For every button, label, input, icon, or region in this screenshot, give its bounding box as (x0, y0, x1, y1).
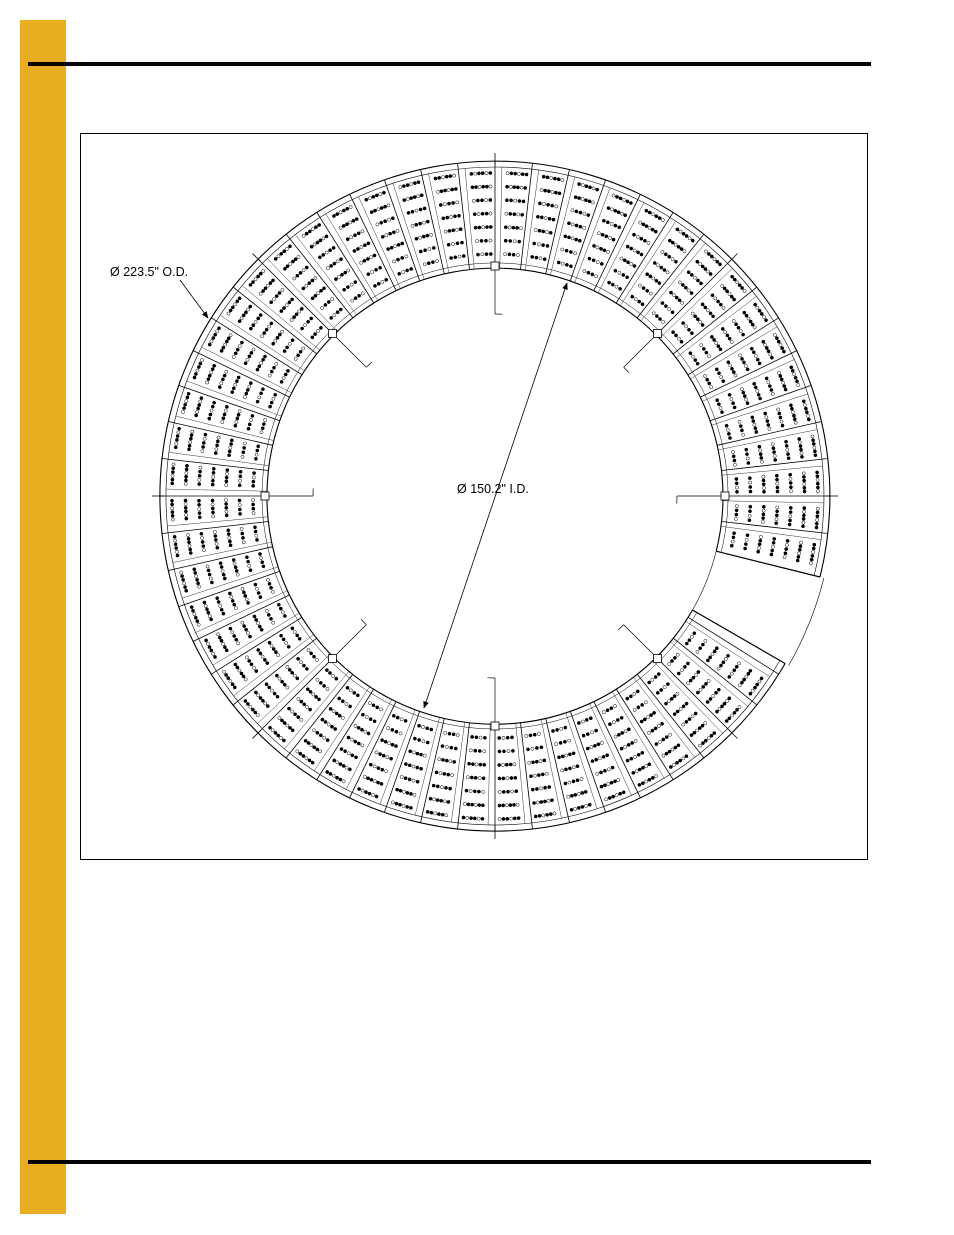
panel-flange (516, 723, 525, 824)
panel-flange (525, 170, 538, 270)
panel-seam (384, 180, 419, 281)
panel-flange (718, 430, 817, 450)
panel-seam (710, 385, 811, 420)
support-bracket (335, 625, 366, 656)
panel-flange (169, 452, 269, 465)
panel-flange (500, 167, 502, 268)
panel-flange (173, 542, 272, 562)
panel-seam (179, 385, 280, 420)
support-bracket-foot (366, 362, 372, 367)
panel-seam (656, 657, 732, 733)
support-bracket-foot (361, 619, 366, 625)
bracket-plate (328, 655, 336, 663)
door-opening-edge (693, 610, 786, 664)
od-dimension-label: Ø 223.5" O.D. (110, 265, 189, 279)
outer-gap-arc (789, 578, 824, 666)
panel-flange (488, 724, 490, 825)
support-bracket (335, 336, 366, 367)
panel-flange (295, 235, 356, 315)
panel-seam (570, 711, 605, 812)
panel-flange (346, 699, 392, 789)
bracket-plate (261, 492, 269, 500)
panel-flange (429, 174, 449, 273)
panel-flange (722, 466, 823, 475)
panel-flange (541, 719, 561, 818)
bracket-plate (491, 262, 499, 270)
panel-seam (656, 259, 732, 335)
door-opening-edge (716, 551, 820, 577)
panel-flange (202, 347, 292, 393)
panel-flange (633, 677, 694, 757)
panel-flange (641, 243, 706, 321)
panel-flange (721, 526, 821, 539)
panel-seam (168, 422, 272, 446)
od-leader-line (180, 280, 208, 318)
support-bracket (624, 625, 655, 656)
bracket-plate (328, 329, 336, 337)
panel-flange (242, 286, 320, 351)
panel-flange (723, 501, 824, 503)
support-bracket-foot (624, 367, 629, 373)
bracket-plate (721, 492, 729, 500)
panel-flange (234, 634, 314, 695)
support-bracket (624, 336, 655, 367)
panel-seam (258, 259, 334, 335)
panel-flange (465, 168, 474, 269)
inner-gap-arc (693, 551, 717, 610)
panel-seam (258, 657, 334, 733)
panel-flange (285, 671, 350, 749)
panel-flange (167, 517, 268, 526)
support-bracket-foot (618, 625, 624, 630)
panel-seam (179, 571, 280, 606)
id-dimension-label: Ø 150.2" I.D. (457, 482, 529, 496)
panel-flange (598, 203, 644, 293)
panel-seam (570, 180, 605, 281)
bracket-plate (654, 655, 662, 663)
panel-flange (451, 722, 464, 822)
panel-seam (546, 169, 570, 273)
panel-flange (676, 296, 756, 357)
panel-flange (670, 642, 748, 707)
panel-flange (166, 489, 267, 491)
bracket-plate (654, 329, 662, 337)
panel-seam (421, 718, 445, 822)
bracket-plate (491, 722, 499, 730)
panel-seam (384, 711, 419, 812)
